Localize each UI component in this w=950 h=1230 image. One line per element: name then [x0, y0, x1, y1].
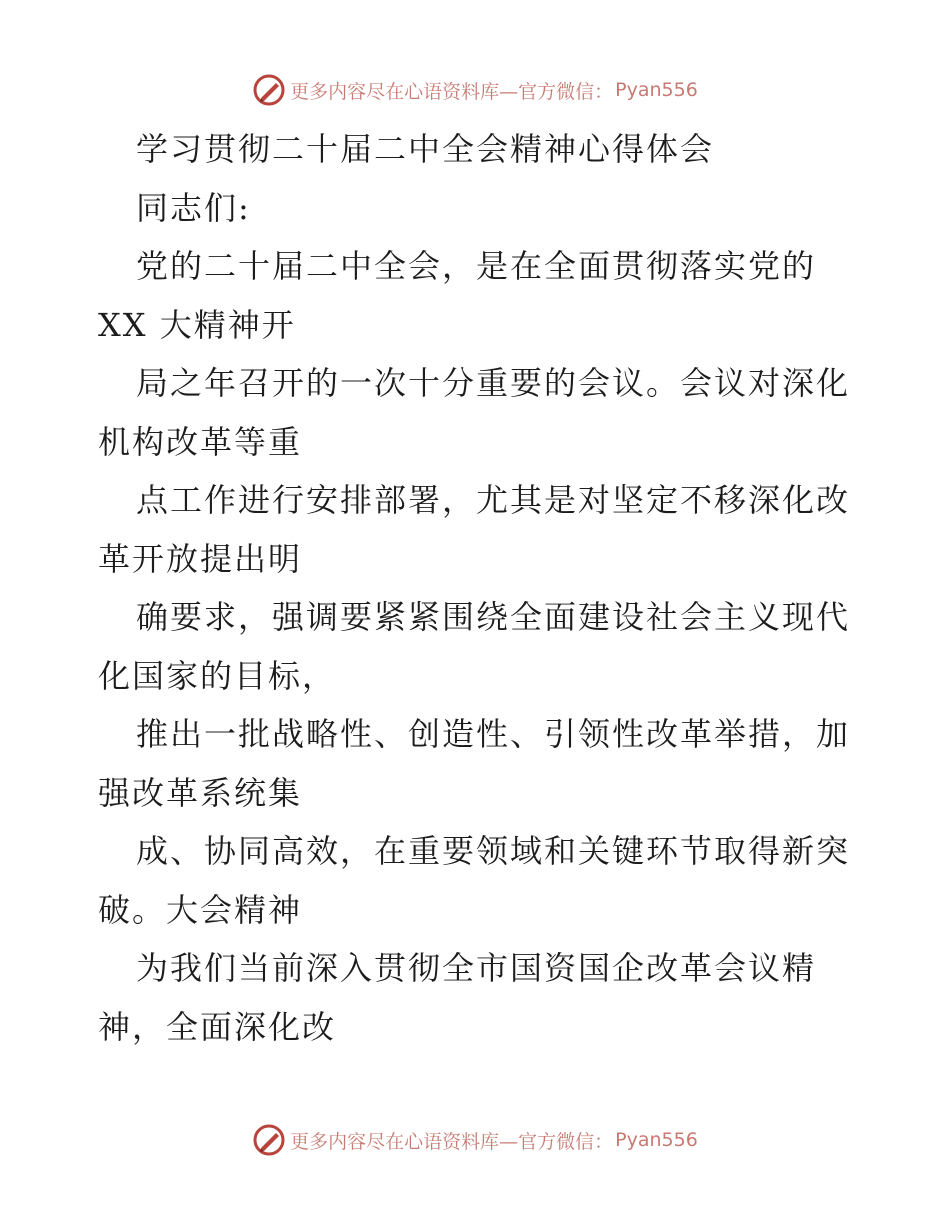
body-line: 局之年召开的一次十分重要的会议。会议对深化	[136, 364, 851, 402]
pen-logo-icon	[252, 73, 286, 107]
body-line: 为我们当前深入贯彻全市国资国企改革会议精	[136, 949, 817, 987]
document-body	[98, 120, 858, 1056]
watermark-wechat-id: Pyan556	[615, 79, 698, 101]
body-line: 化国家的目标，	[98, 656, 337, 695]
footer-watermark	[0, 1120, 950, 1160]
body-line: 机构改革等重	[98, 422, 303, 461]
watermark-text: 更多内容尽在心语资料库—官方微信：	[290, 80, 614, 103]
body-line: XX 大精神开	[98, 305, 296, 344]
header-watermark	[0, 70, 950, 110]
body-line: 推出一批战略性、创造性、引领性改革举措，加	[136, 715, 851, 753]
body-line: 点工作进行安排部署，尤其是对坚定不移深化改	[136, 481, 851, 519]
body-line: 革开放提出明	[98, 539, 303, 578]
body-line: 神，全面深化改	[98, 1007, 337, 1046]
document-salutation: 同志们:	[136, 188, 251, 227]
body-line: 成、协同高效，在重要领域和关键环节取得新突	[136, 832, 851, 870]
body-line: 破。大会精神	[98, 890, 303, 929]
pen-logo-icon	[252, 1123, 286, 1157]
watermark-text: 更多内容尽在心语资料库—官方微信：	[290, 1130, 614, 1153]
watermark-wechat-id: Pyan556	[615, 1129, 698, 1151]
body-line: 党的二十届二中全会，是在全面贯彻落实党的	[136, 247, 817, 285]
body-line: 确要求，强调要紧紧围绕全面建设社会主义现代	[136, 598, 851, 636]
document-title: 学习贯彻二十届二中全会精神心得体会	[136, 130, 715, 168]
body-line: 强改革系统集	[98, 773, 303, 812]
